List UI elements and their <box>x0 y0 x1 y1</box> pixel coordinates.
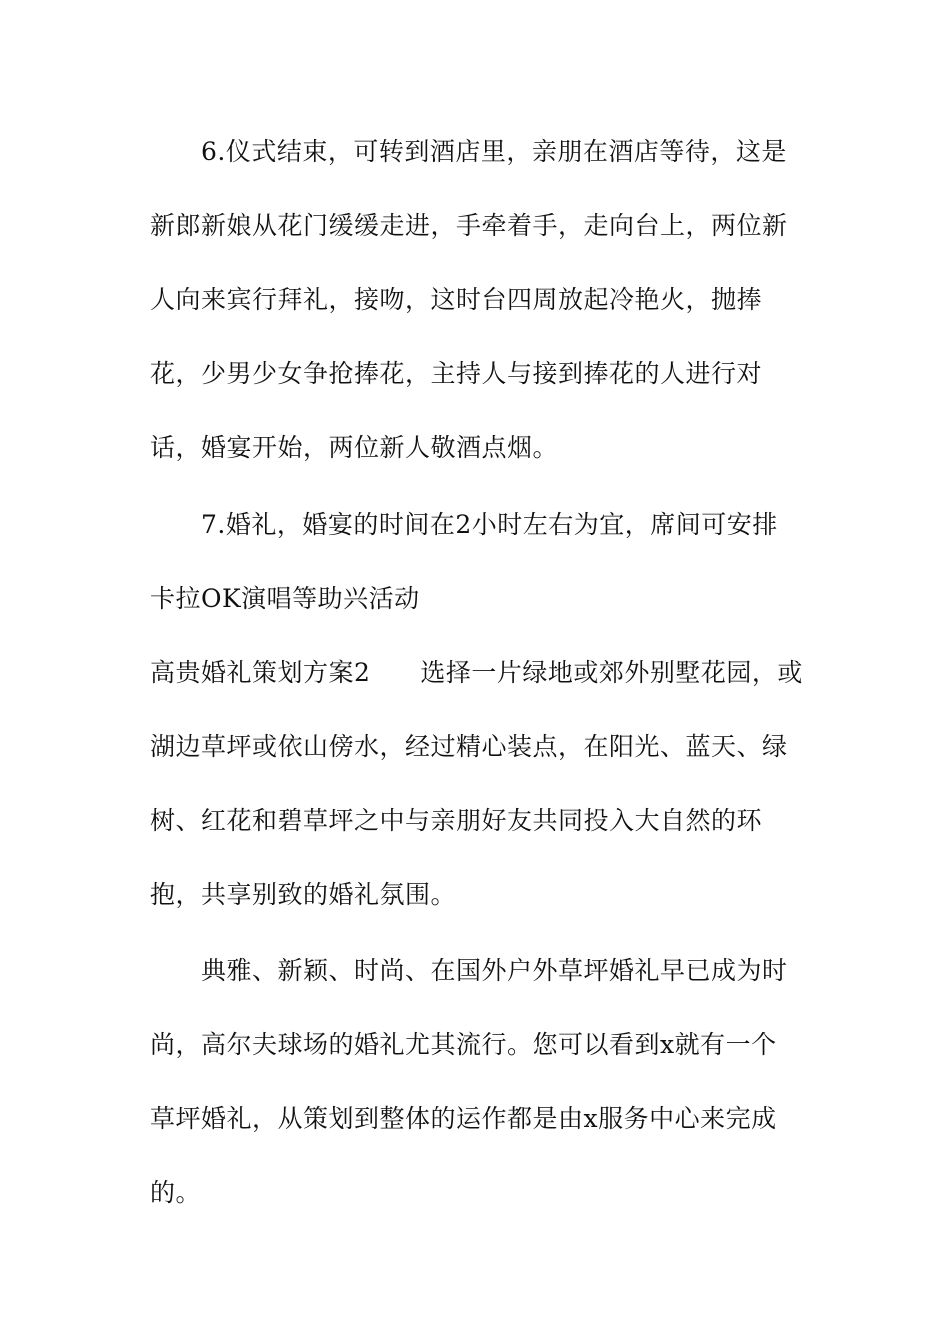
section-title: 高贵婚礼策划方案2 <box>150 658 371 687</box>
paragraph-line: 树、红花和碧草坪之中与亲朋好友共同投入大自然的环 <box>150 806 763 835</box>
paragraph-text: 选择一片绿地或郊外别墅花园，或 <box>420 658 803 687</box>
paragraph-line: 尚，高尔夫球场的婚礼尤其流行。您可以看到x就有一个 <box>150 1030 777 1059</box>
paragraph-line: 花，少男少女争抢捧花，主持人与接到捧花的人进行对 <box>150 359 763 388</box>
paragraph-line: 话，婚宴开始，两位新人敬酒点烟。 <box>150 433 559 462</box>
paragraph-line: 新郎新娘从花门缓缓走进，手牵着手，走向台上，两位新 <box>150 211 788 240</box>
paragraph-line: 6.仪式结束，可转到酒店里，亲朋在酒店等待，这是 <box>201 137 787 166</box>
paragraph-line: 抱，共享别致的婚礼氛围。 <box>150 880 457 909</box>
heading-line <box>150 658 803 688</box>
paragraph-line: 人向来宾行拜礼，接吻，这时台四周放起冷艳火，抛捧 <box>150 285 763 314</box>
paragraph-line: 7.婚礼，婚宴的时间在2小时左右为宜，席间可安排 <box>201 510 778 539</box>
paragraph-line: 典雅、新颖、时尚、在国外户外草坪婚礼早已成为时 <box>201 956 788 985</box>
paragraph-line: 的。 <box>150 1178 202 1207</box>
paragraph-line: 卡拉OK演唱等助兴活动 <box>150 584 420 613</box>
paragraph-line: 湖边草坪或依山傍水，经过精心装点，在阳光、蓝天、绿 <box>150 732 788 761</box>
paragraph-line: 草坪婚礼，从策划到整体的运作都是由x服务中心来完成 <box>150 1104 777 1133</box>
